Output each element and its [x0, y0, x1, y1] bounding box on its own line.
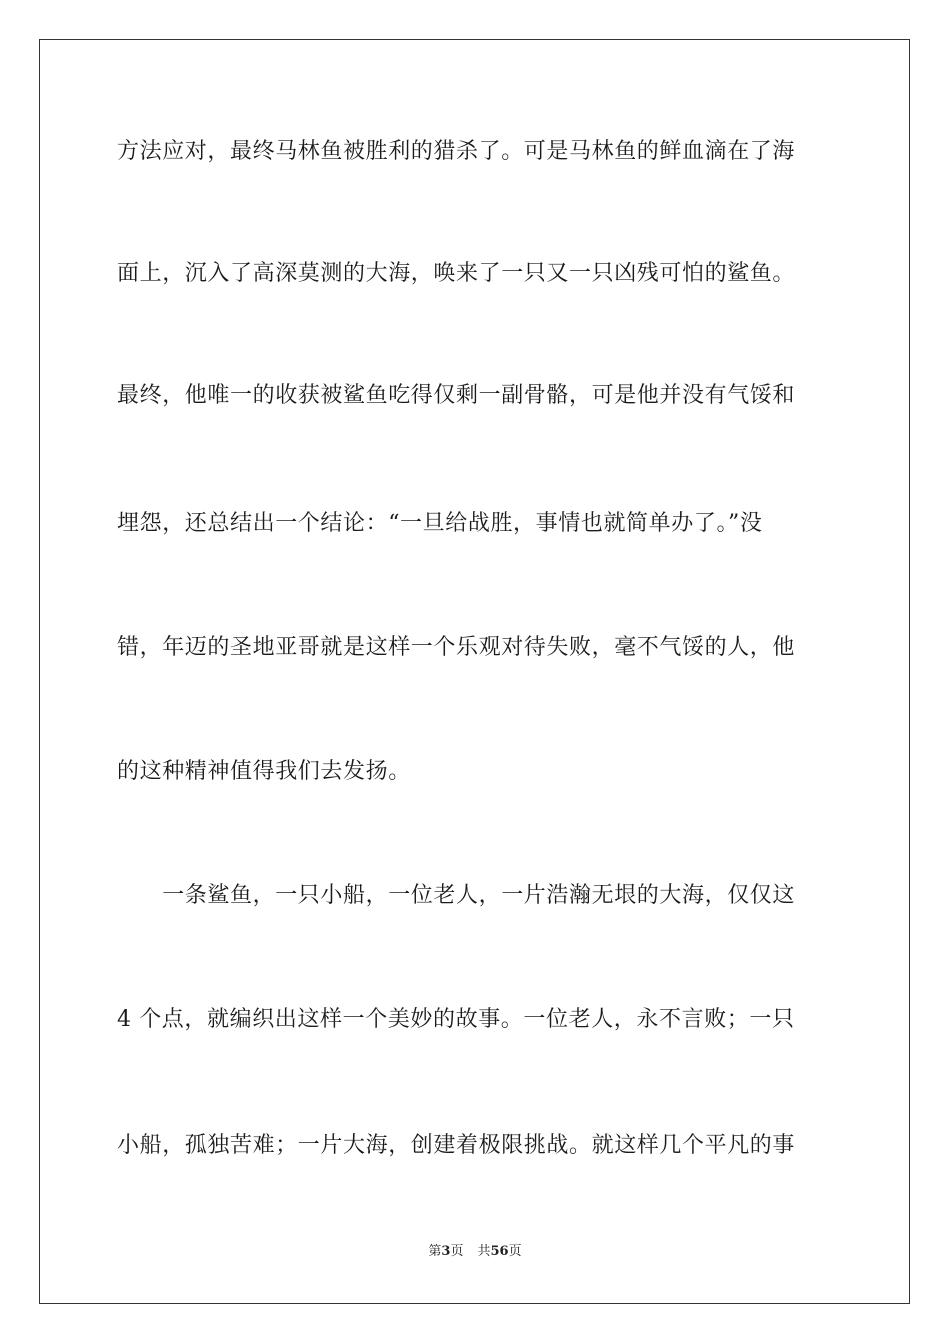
body-line-2: 面上，沉入了高深莫测的大海，唤来了一只又一只凶残可怕的鲨鱼。: [117, 261, 796, 286]
body-line-8: 4 个点，就编织出这样一个美妙的故事。一位老人，永不言败；一只: [117, 1007, 795, 1032]
body-line-7: 一条鲨鱼，一只小船，一位老人，一片浩瀚无垠的大海，仅仅这: [117, 883, 796, 908]
body-line-9: 小船，孤独苦难；一片大海，创建着极限挑战。就这样几个平凡的事: [117, 1133, 796, 1158]
page-suffix: 页: [450, 1244, 464, 1259]
body-line-5: 错，年迈的圣地亚哥就是这样一个乐观对待失败，毫不气馁的人，他: [117, 635, 796, 660]
body-line-3: 最终，他唯一的收获被鲨鱼吃得仅剩一副骨骼，可是他并没有气馁和: [117, 383, 796, 408]
body-line-4: 埋怨，还总结出一个结论：“一旦给战胜，事情也就简单办了。”没: [117, 511, 763, 536]
page-number: 3: [441, 1244, 451, 1259]
page-prefix: 第: [428, 1244, 442, 1259]
body-line-6: 的这种精神值得我们去发扬。: [117, 759, 411, 784]
total-suffix: 页: [508, 1244, 522, 1259]
body-line-1: 方法应对，最终马林鱼被胜利的猎杀了。可是马林鱼的鲜血滴在了海: [117, 139, 796, 164]
total-prefix: 共: [477, 1244, 491, 1259]
total-pages: 56: [490, 1244, 509, 1259]
page-border: [39, 39, 910, 1304]
page-footer: [0, 1243, 950, 1261]
